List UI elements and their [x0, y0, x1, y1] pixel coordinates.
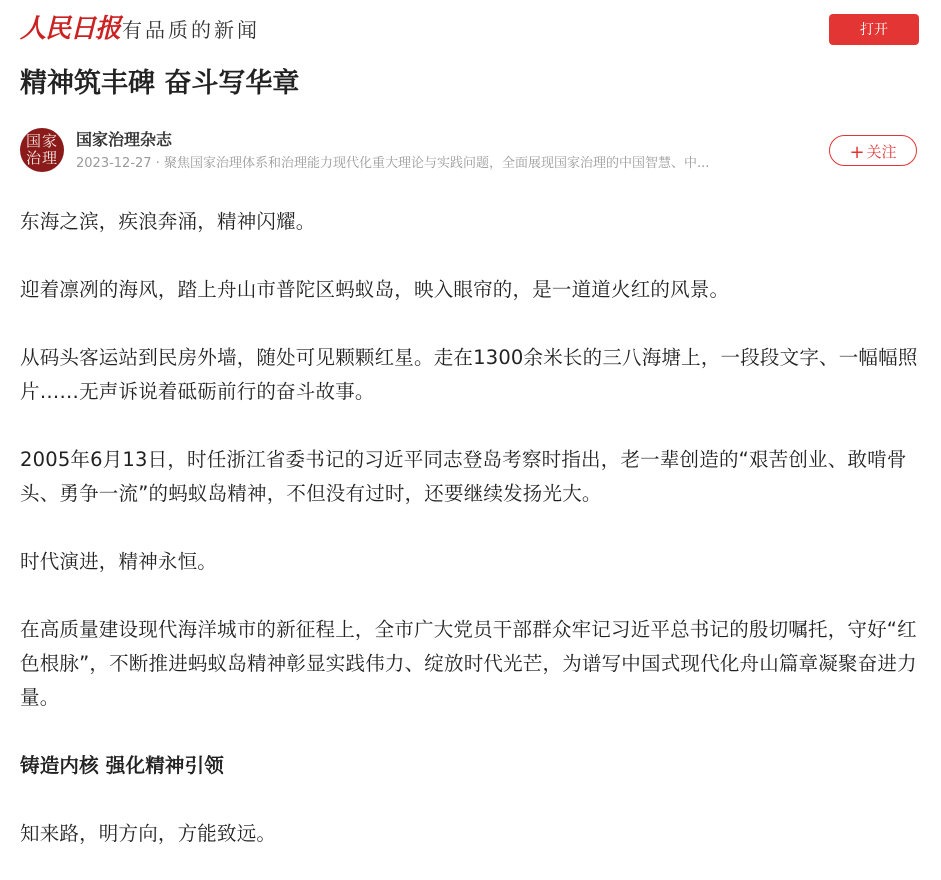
- plus-icon: +: [849, 142, 865, 163]
- paragraph: 2005年6月13日，时任浙江省委书记的习近平同志登岛考察时指出，老一辈创造的“艰苦创业、敢啃骨头、勇争一流”的蚂蚁岛精神，不但没有过时，还要继续发扬光大。: [20, 448, 907, 505]
- author-description: 聚焦国家治理体系和治理能力现代化重大理论与实践问题，全面展现国家治理的中国智慧、中...: [163, 156, 710, 171]
- paragraph: 时代演进，精神永恒。: [20, 550, 218, 573]
- avatar-text: 国家治理: [25, 132, 58, 167]
- author-avatar[interactable]: [20, 128, 64, 172]
- section-heading: 铸造内核 强化精神引领: [20, 754, 224, 777]
- author-meta: [76, 154, 801, 174]
- paragraph: 东海之滨，疾浪奔涌，精神闪耀。: [20, 210, 316, 233]
- author-name[interactable]: 国家治理杂志: [76, 130, 173, 149]
- top-bar: [0, 0, 941, 60]
- follow-label: 关注: [866, 143, 897, 161]
- paragraph: 从码头客运站到民房外墙，随处可见颗颗红星。走在1300余米长的三八海塘上，一段段文字、一幅幅照片……无声诉说着砥砺前行的奋斗故事。: [20, 346, 918, 403]
- paragraph: 在高质量建设现代海洋城市的新征程上，全市广大党员干部群众牢记习近平总书记的殷切嘱托，守好“红色根脉”，不断推进蚂蚁岛精神彰显实践伟力、绽放时代光芒，为谱写中国式现代化舟山篇章凝聚奋进力量。: [20, 618, 917, 709]
- article-title: 精神筑丰碑 奋斗写华章: [20, 68, 300, 99]
- paragraph: 迎着凛冽的海风，踏上舟山市普陀区蚂蚁岛，映入眼帘的，是一道道火红的风景。: [20, 278, 730, 301]
- article-body: [20, 205, 925, 880]
- paragraph: 知来路，明方向，方能致远。: [20, 822, 277, 845]
- brand-slogan: 有品质的新闻: [122, 18, 260, 42]
- people-daily-logo[interactable]: 人民日报: [20, 14, 121, 44]
- follow-button[interactable]: [829, 135, 917, 166]
- open-app-button[interactable]: 打开: [829, 14, 919, 45]
- publish-date: 2023-12-27: [76, 156, 152, 171]
- meta-separator: ·: [155, 156, 160, 171]
